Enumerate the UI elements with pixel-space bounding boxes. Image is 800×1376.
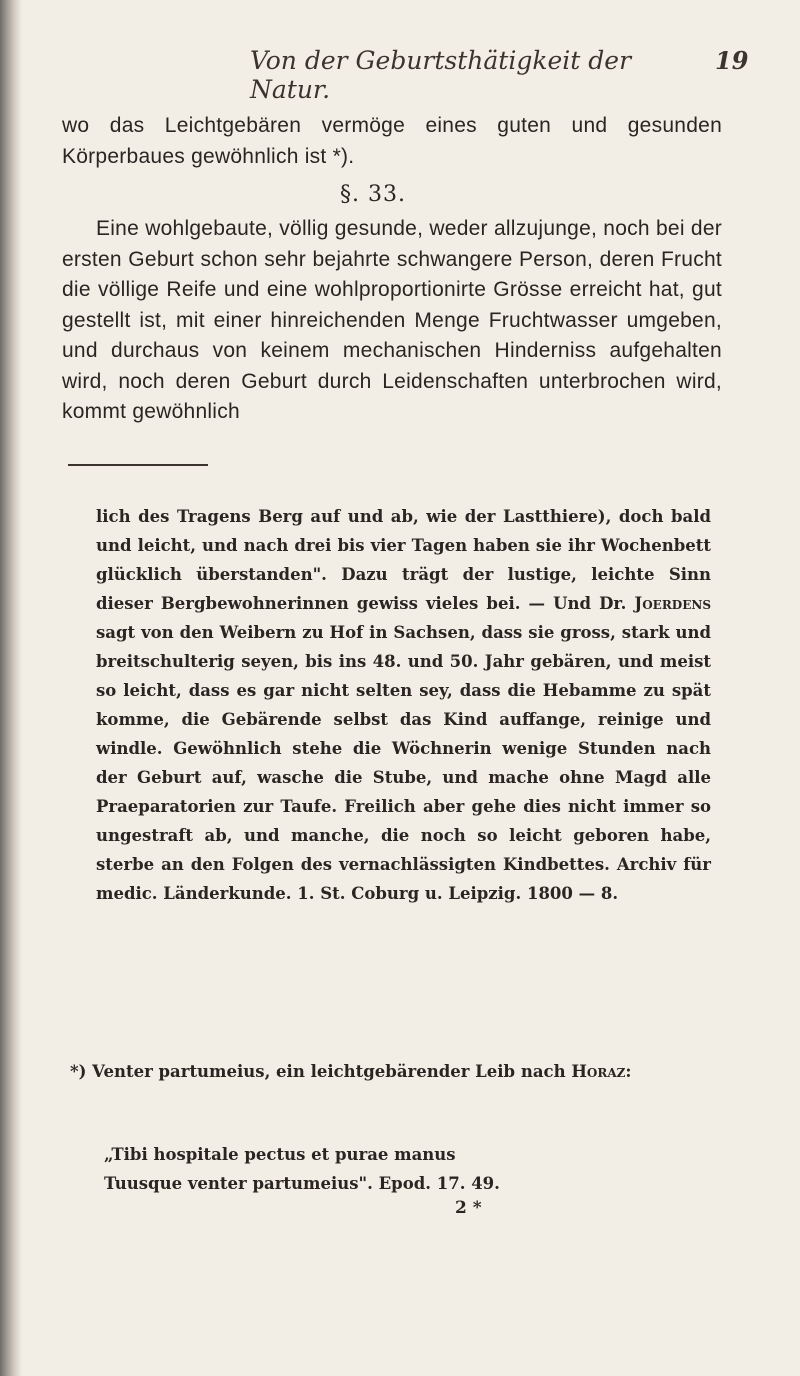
latin-quote bbox=[104, 1140, 714, 1198]
footnote-text-part: *) Venter partumeius, ein leichtgebärender Leib nach bbox=[70, 1062, 572, 1081]
page-number: 19 bbox=[715, 46, 749, 75]
paragraph-continuation bbox=[62, 111, 722, 172]
signature-mark: 2 * bbox=[455, 1198, 482, 1218]
quote-line: Tuusque venter partumeius". Epod. 17. 49. bbox=[104, 1174, 500, 1193]
footnote-separator bbox=[68, 464, 208, 466]
paragraph-section-33 bbox=[62, 214, 722, 428]
author-name: Horaz bbox=[571, 1062, 626, 1081]
quote-line: „Tibi hospitale pectus et purae manus bbox=[104, 1145, 456, 1164]
section-heading: §. 33. bbox=[340, 182, 406, 207]
footnote-star bbox=[70, 1057, 710, 1086]
footnote-text-part: : bbox=[625, 1062, 632, 1081]
footnote-text-part: lich des Tragens Berg auf und ab, wie der Lastthiere), doch bald und leicht, und nach drei bis vier Tagen haben sie ihr Wochenbett glücklich überstanden". Dazu trägt der lustige, leichte Sinn dieser Bergbewohnerinnen gewiss vieles bei. — Und Dr. bbox=[96, 507, 711, 613]
footnote-text bbox=[96, 502, 711, 908]
footnote-continued bbox=[96, 502, 711, 908]
footnote-text-part: sagt von den Weibern zu Hof in Sachsen, dass sie gross, stark und breitschulterig seyen, bis ins 48. und 50. Jahr gebären, und meist so leicht, dass es gar nicht selten sey, dass die Hebamme zu spät komme, die Gebärende selbst das Kind auffange, reinige und windle. Gewöhnlich stehe die Wöchnerin wenige Stunden nach der Geburt auf, wasche die Stube, und mache ohne Magd alle Praeparatorien zur Taufe. Freilich aber gehe dies nicht immer so ungestraft ab, und manche, die noch so leicht geboren habe, sterbe an den Folgen des vernachlässigten Kindbettes. Archiv für medic. Länderkunde. 1. St. Coburg u. Leipzig. 1800 — 8. bbox=[96, 623, 711, 903]
running-title: Von der Geburtsthätigkeit der Natur. bbox=[250, 46, 632, 104]
paragraph-text: wo das Leichtgebären vermöge eines guten und gesunden Körperbaues gewöhnlich ist *). bbox=[62, 114, 722, 168]
footnote-text bbox=[70, 1057, 710, 1086]
paragraph-text: Eine wohlgebaute, völlig gesunde, weder allzujunge, noch bei der ersten Geburt schon sehr bejahrte schwangere Person, deren Frucht die völlige Reife und eine wohlproportionirte Grösse erreicht hat, gut gestellt ist, mit einer hinreichenden Menge Fruchtwasser umgeben, und durchaus von keinem mechanischen Hinderniss aufgehalten wird, noch deren Geburt durch Leidenschaften unterbrochen wird, kommt gewöhnlich bbox=[62, 217, 722, 423]
author-name: Joerdens bbox=[634, 594, 711, 613]
